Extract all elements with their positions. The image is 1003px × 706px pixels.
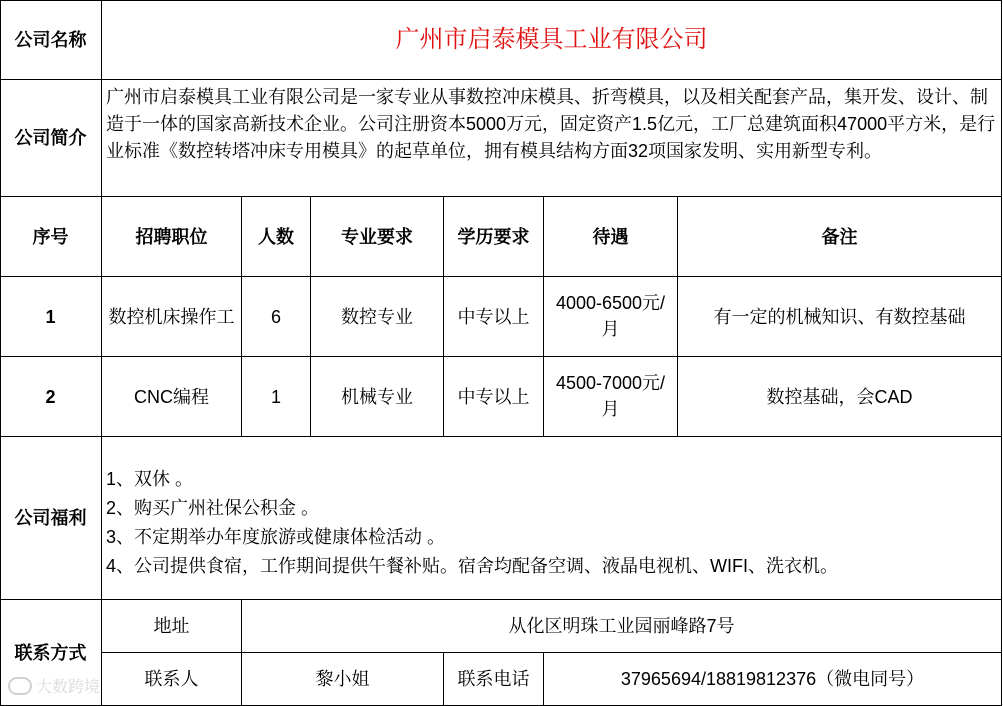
phone-label: 联系电话 [444, 653, 544, 706]
header-salary: 待遇 [544, 197, 678, 277]
contact-label: 联系方式 [0, 600, 102, 706]
company-name: 广州市启泰模具工业有限公司 [102, 0, 1002, 80]
benefits-label: 公司福利 [0, 437, 102, 600]
phone-value: 37965694/18819812376（微电同号） [544, 653, 1002, 706]
table-row-count: 1 [242, 357, 311, 437]
table-row-education: 中专以上 [444, 277, 544, 357]
salary-line-1: 4500-7000元/ [555, 373, 666, 393]
table-row-no: 2 [0, 357, 102, 437]
table-row-note: 数控基础，会CAD [678, 357, 1002, 437]
table-row-salary [544, 277, 678, 357]
benefits-list [102, 437, 1002, 600]
company-intro: 广州市启泰模具工业有限公司是一家专业从事数控冲床模具、折弯模具，以及相关配套产品，集开发、设计、制造于一体的国家高新技术企业。公司注册资本5000万元，固定资产1.5亿元，工厂总建筑面积47000平方米，是行业标准《数控转塔冲床专用模具》的起草单位，拥有模具结构方面32项国家发明、实用新型专利。 [102, 80, 1002, 197]
table-row-count: 6 [242, 277, 311, 357]
table-row-salary [544, 357, 678, 437]
table-row-major: 机械专业 [311, 357, 444, 437]
benefit-item: 3、不定期举办年度旅游或健康体检活动 。 [106, 527, 446, 547]
table-row-major: 数控专业 [311, 277, 444, 357]
table-row-position: 数控机床操作工 [102, 277, 242, 357]
benefit-item: 1、双休 。 [106, 469, 194, 489]
company-intro-label: 公司简介 [0, 80, 102, 197]
salary-line-2: 月 [601, 399, 620, 419]
salary-line-2: 月 [601, 319, 620, 339]
header-count: 人数 [242, 197, 311, 277]
benefit-item: 4、公司提供食宿，工作期间提供午餐补贴。宿舍均配备空调、液晶电视机、WIFI、洗衣机。 [106, 556, 838, 576]
contact-person-value: 黎小姐 [242, 653, 444, 706]
table-row-note: 有一定的机械知识、有数控基础 [678, 277, 1002, 357]
header-note: 备注 [678, 197, 1002, 277]
watermark-text: 大数跨境 [36, 679, 101, 696]
contact-person-label: 联系人 [102, 653, 242, 706]
header-no: 序号 [0, 197, 102, 277]
table-row-position: CNC编程 [102, 357, 242, 437]
watermark-logo-icon [8, 677, 32, 695]
benefit-item: 2、购买广州社保公积金 。 [106, 498, 320, 518]
header-position: 招聘职位 [102, 197, 242, 277]
header-major: 专业要求 [311, 197, 444, 277]
table-row-education: 中专以上 [444, 357, 544, 437]
table-row-no: 1 [0, 277, 102, 357]
address-value: 从化区明珠工业园丽峰路7号 [242, 600, 1002, 653]
company-name-label: 公司名称 [0, 0, 102, 80]
watermark [8, 674, 100, 697]
header-education: 学历要求 [444, 197, 544, 277]
address-label: 地址 [102, 600, 242, 653]
salary-line-1: 4000-6500元/ [555, 293, 666, 313]
